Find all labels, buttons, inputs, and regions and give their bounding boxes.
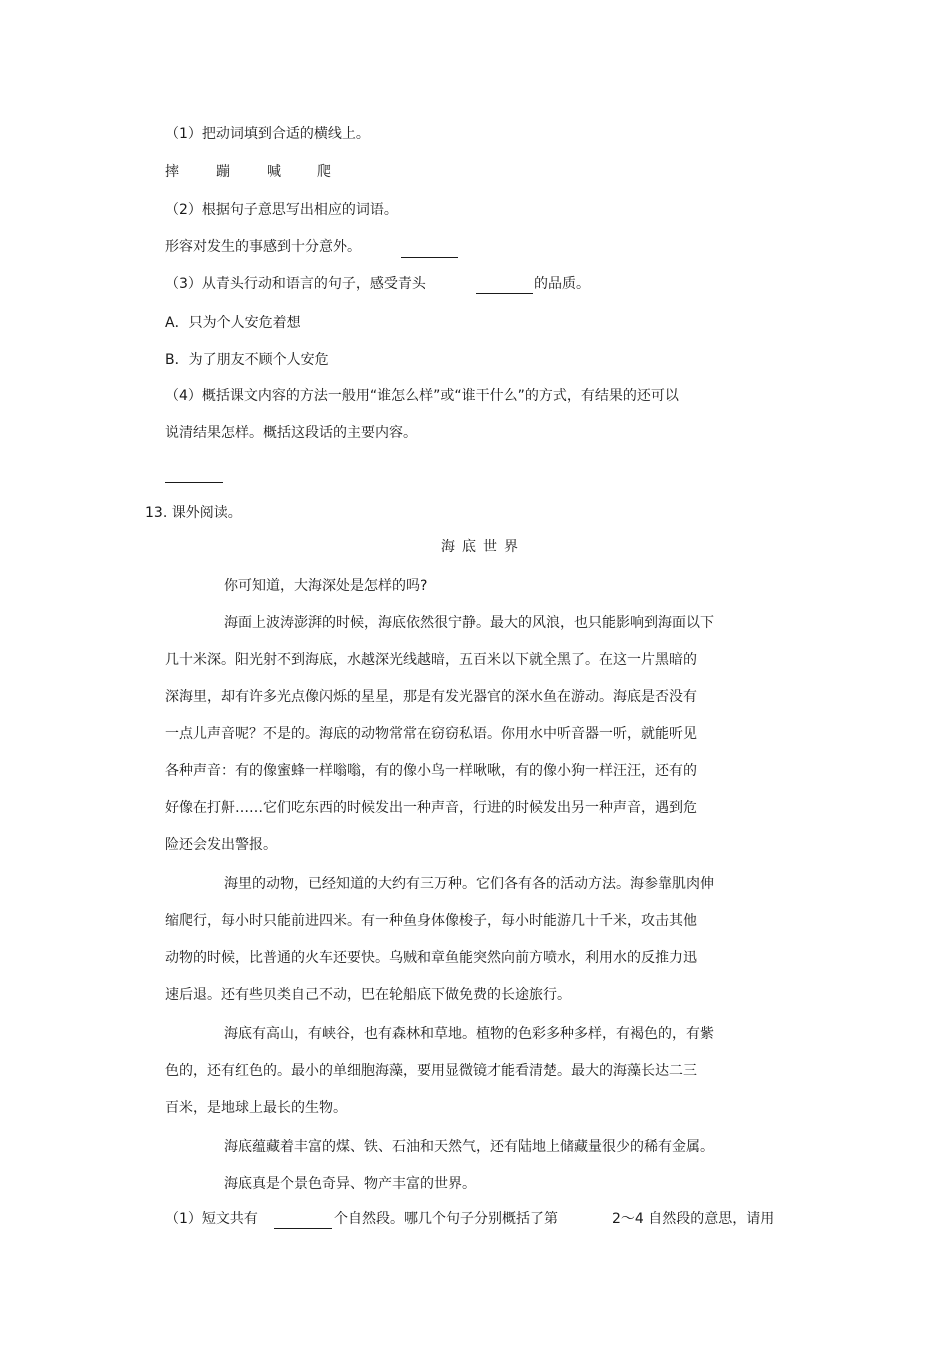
passage-line: 海面上波涛澎湃的时候，海底依然很宁静。最大的风浪，也只能影响到海面以下 bbox=[224, 615, 714, 631]
passage-line: 动物的时候，比普通的火车还要快。乌贼和章鱼能突然向前方喷水，利用水的反推力迅 bbox=[165, 950, 697, 966]
passage-line: 百米，是地球上最长的生物。 bbox=[165, 1100, 347, 1116]
passage-line: 海底有高山，有峡谷，也有森林和草地。植物的色彩多种多样，有褐色的，有紫 bbox=[224, 1026, 714, 1042]
q12-part3-suffix: 的品质。 bbox=[534, 276, 590, 292]
answer-blank[interactable] bbox=[274, 1228, 332, 1229]
passage-paragraph-1: 你可知道，大海深处是怎样的吗? bbox=[224, 578, 428, 594]
q12-part4-line2: 说清结果怎样。概括这段话的主要内容。 bbox=[165, 425, 417, 441]
answer-blank[interactable] bbox=[476, 293, 533, 294]
q13-heading: 13. 课外阅读。 bbox=[145, 505, 242, 521]
passage-line: 深海里，却有许多光点像闪烁的星星，那是有发光器官的深水鱼在游动。海底是否没有 bbox=[165, 689, 697, 705]
verb-option: 爬 bbox=[317, 164, 331, 180]
passage-paragraph-5: 海底蕴藏着丰富的煤、铁、石油和天然气，还有陆地上储藏量很少的稀有金属。 bbox=[224, 1139, 714, 1155]
q12-part3-prompt: （3）从青头行动和语言的句子，感受青头 bbox=[165, 276, 426, 292]
passage-line: 海里的动物，已经知道的大约有三万种。它们各有各的活动方法。海参靠肌肉伸 bbox=[224, 876, 714, 892]
option-a[interactable]: A．只为个人安危着想 bbox=[165, 315, 301, 331]
passage-line: 缩爬行，每小时只能前进四米。有一种鱼身体像梭子，每小时能游几十千米，攻击其他 bbox=[165, 913, 697, 929]
q12-part2-prompt: （2）根据句子意思写出相应的词语。 bbox=[165, 202, 398, 218]
verb-option: 摔 bbox=[165, 164, 179, 180]
passage-paragraph-6: 海底真是个景色奇异、物产丰富的世界。 bbox=[224, 1176, 476, 1192]
q12-part1-prompt: （1）把动词填到合适的横线上。 bbox=[165, 126, 370, 142]
q13-part1-prompt-end: 2～4 自然段的意思，请用 bbox=[612, 1211, 775, 1227]
answer-blank[interactable] bbox=[401, 257, 458, 258]
answer-blank[interactable] bbox=[165, 482, 223, 483]
passage-line: 各种声音：有的像蜜蜂一样嗡嗡，有的像小鸟一样啾啾，有的像小狗一样汪汪，还有的 bbox=[165, 763, 697, 779]
passage-line: 色的，还有红色的。最小的单细胞海藻，要用显微镜才能看清楚。最大的海藻长达二三 bbox=[165, 1063, 697, 1079]
q12-part2-sentence: 形容对发生的事感到十分意外。 bbox=[165, 239, 361, 255]
q13-part1-prompt: （1）短文共有 bbox=[165, 1211, 258, 1227]
passage-line: 几十米深。阳光射不到海底，水越深光线越暗，五百米以下就全黑了。在这一片黑暗的 bbox=[165, 652, 697, 668]
passage-line: 速后退。还有些贝类自己不动，巴在轮船底下做免费的长途旅行。 bbox=[165, 987, 571, 1003]
passage-line: 险还会发出警报。 bbox=[165, 837, 277, 853]
passage-line: 一点儿声音呢？不是的。海底的动物常常在窃窃私语。你用水中听音器一听，就能听见 bbox=[165, 726, 697, 742]
q13-part1-prompt-mid: 个自然段。哪几个句子分别概括了第 bbox=[334, 1211, 558, 1227]
verb-option: 喊 bbox=[267, 164, 281, 180]
passage-line: 好像在打鼾……它们吃东西的时候发出一种声音，行进的时候发出另一种声音，遇到危 bbox=[165, 800, 697, 816]
option-b[interactable]: B．为了朋友不顾个人安危 bbox=[165, 352, 329, 368]
verb-options bbox=[165, 162, 365, 182]
passage-title: 海底世界 bbox=[441, 539, 525, 555]
q12-part4-line1: （4）概括课文内容的方法一般用“谁怎么样”或“谁干什么”的方式，有结果的还可以 bbox=[165, 388, 679, 404]
verb-option: 蹦 bbox=[216, 164, 230, 180]
